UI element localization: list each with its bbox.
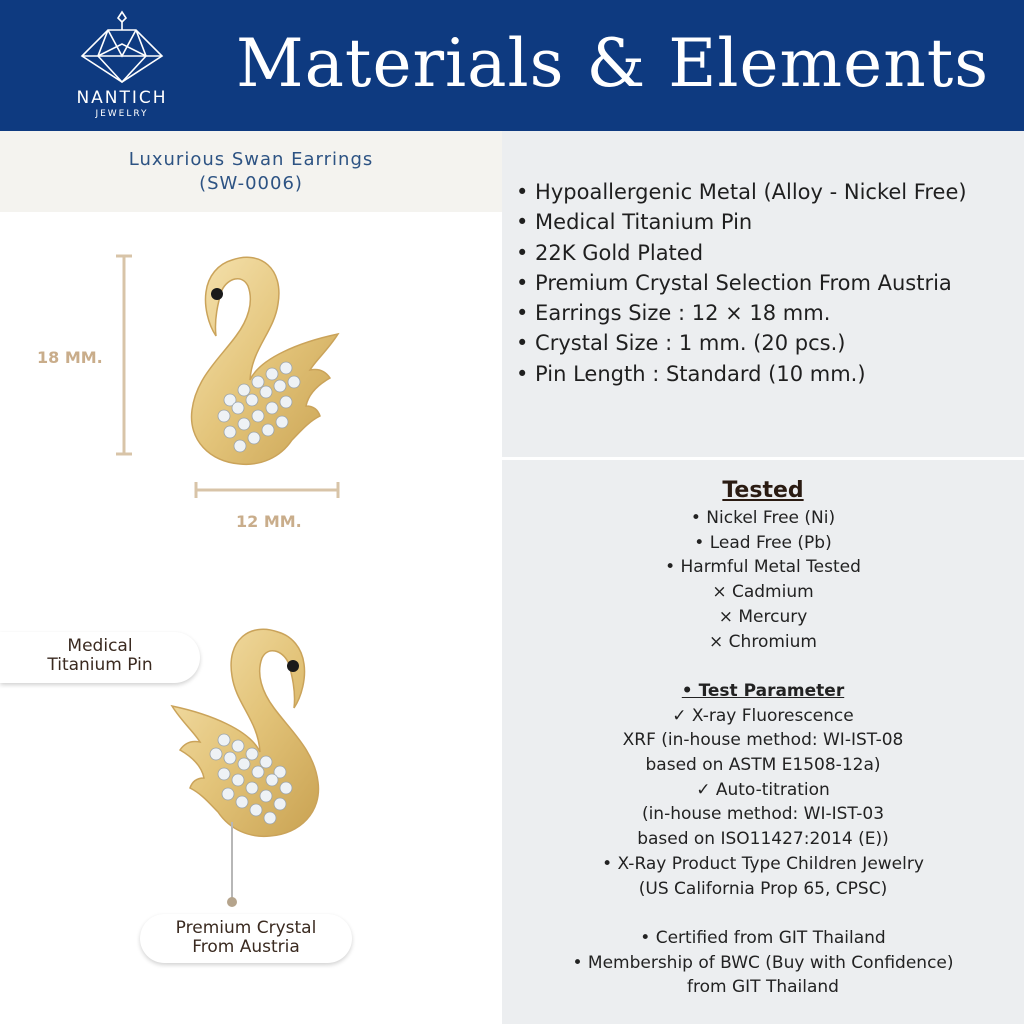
spacer — [502, 654, 1024, 679]
test-parameter-item: XRF (in-house method: WI-IST-08 — [622, 730, 904, 751]
height-label: 18 MM. — [37, 348, 103, 367]
tested-heading: Tested — [722, 478, 804, 503]
page-title: Materials & Elements — [236, 25, 990, 102]
tested-section — [502, 476, 1024, 1000]
test-parameter-item: • X-Ray Product Type Children Jewelry — [602, 853, 924, 874]
callout-crystal-line2: From Austria — [192, 937, 300, 957]
callout-titanium-pin — [0, 632, 200, 683]
tested-item: • Lead Free (Pb) — [694, 532, 832, 553]
callout-pin-line1: Medical — [67, 636, 133, 656]
feature-item: • Medical Titanium Pin — [516, 210, 753, 235]
product-title-box — [0, 131, 502, 212]
feature-item: • Earrings Size : 12 × 18 mm. — [516, 301, 831, 326]
brand-logo — [60, 8, 184, 124]
features-list — [516, 177, 967, 389]
callout-premium-crystal — [140, 914, 352, 963]
tested-item: × Chromium — [709, 631, 817, 652]
diamond-icon — [78, 8, 166, 84]
test-parameter-item: (US California Prop 65, CPSC) — [638, 878, 888, 899]
spacer — [502, 901, 1024, 926]
brand-subtitle: JEWELRY — [95, 109, 149, 119]
tested-item: • Harmful Metal Tested — [665, 557, 861, 578]
brand-name: NANTICH — [76, 88, 168, 108]
test-parameter-item: based on ASTM E1508-12a) — [645, 755, 881, 776]
header-banner — [0, 0, 1024, 131]
certification-item: • Membership of BWC (Buy with Confidence) — [572, 952, 954, 973]
callout-crystal-line1: Premium Crystal — [175, 918, 317, 938]
product-code: (SW-0006) — [199, 173, 303, 194]
feature-item: • Crystal Size : 1 mm. (20 pcs.) — [516, 331, 846, 356]
feature-item: • Pin Length : Standard (10 mm.) — [516, 361, 866, 386]
tested-item: • Nickel Free (Ni) — [690, 508, 836, 528]
test-parameter-item: (in-house method: WI-IST-03 — [641, 804, 885, 825]
swan-earring-front-image — [180, 250, 350, 480]
width-label: 12 MM. — [236, 512, 302, 531]
certification-item: • Certified from GIT Thailand — [640, 927, 886, 948]
certification-item: from GIT Thailand — [687, 977, 839, 998]
test-parameter-item: ✓ X-ray Fluorescence — [672, 705, 854, 726]
tested-item: × Mercury — [718, 606, 808, 627]
callout-pin-line2: Titanium Pin — [47, 655, 153, 675]
product-name: Luxurious Swan Earrings — [128, 149, 374, 170]
feature-item: • Hypoallergenic Metal (Alloy - Nickel Free) — [516, 180, 967, 204]
test-parameter-heading: • Test Parameter — [681, 680, 845, 701]
test-parameter-item: ✓ Auto-titration — [696, 779, 830, 800]
test-parameter-item: based on ISO11427:2014 (E)) — [637, 829, 889, 850]
feature-item: • 22K Gold Plated — [516, 240, 704, 265]
feature-item: • Premium Crystal Selection From Austria — [516, 270, 952, 295]
tested-item: × Cadmium — [712, 582, 814, 603]
